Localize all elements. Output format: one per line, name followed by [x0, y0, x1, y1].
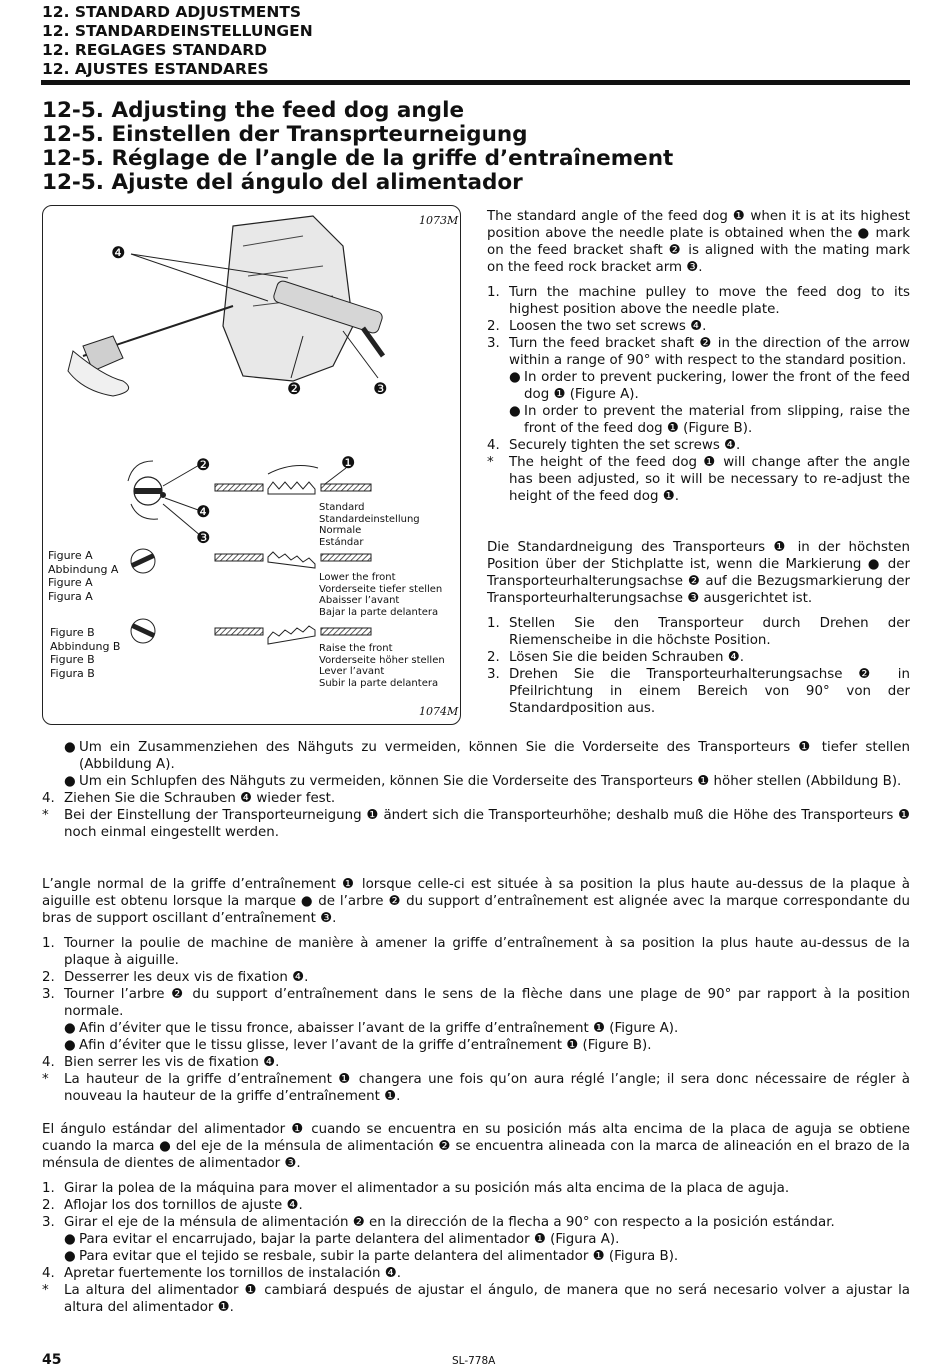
needle-plate-right-std: [321, 484, 371, 491]
note-marker: *: [42, 1283, 49, 1298]
step-text: Securely tighten the set screws ❹.: [509, 438, 741, 453]
step-text: Apretar fuertemente los tornillos de instalación ❹.: [64, 1266, 402, 1281]
figure-a-de: Abbindung A: [48, 562, 119, 576]
bullet-icon: ●: [64, 1021, 76, 1036]
section-title-fr: 12-5. Réglage de l’angle de la griffe d’entraînement: [42, 146, 674, 171]
step-text: Turn the machine pulley to move the feed dog to its highest position above the needle plate.: [509, 285, 910, 317]
dial-slot: [134, 488, 162, 494]
bullet-text: Para evitar que el tejido se resbale, subir la parte delantera del alimentador ❶ (Figura B).: [79, 1249, 679, 1264]
step-text: Girar el eje de la ménsula de alimentación ❷ en la dirección de la flecha a 90° con respecto a la posición estándar.: [64, 1215, 835, 1230]
step-number: 3.: [42, 987, 55, 1002]
bullet-icon: ●: [64, 1038, 76, 1053]
step-text: Lösen Sie die beiden Schrauben ❹.: [509, 650, 745, 665]
german-step-4: [42, 790, 910, 807]
chapter-title-es: 12. AJUSTES ESTANDARES: [42, 60, 269, 78]
french-section: [42, 876, 910, 1105]
step-number: 3.: [42, 1215, 55, 1230]
standard-labels: [319, 502, 420, 548]
standard-fr: Normale: [319, 525, 362, 536]
section-title-en: 12-5. Adjusting the feed dog angle: [42, 98, 465, 123]
step-text: Tourner la poulie de machine de manière à amener la griffe d’entraînement à sa position la plus haute au-dessus de la plaque à aiguille.: [64, 936, 910, 968]
figure-b-labels: [50, 626, 120, 680]
english-intro: The standard angle of the feed dog ❶ when it is at its highest position above the needle plate is obtained when the ● mark on the feed bracket shaft ❷ is aligned with the mating mark on the feed rock bracket arm ❸.: [487, 209, 910, 275]
french-bullet-2: [42, 1037, 910, 1054]
french-step-1: [42, 935, 910, 969]
spanish-step-2: [42, 1197, 910, 1214]
step-text: Bien serrer les vis de fixation ❹.: [64, 1055, 280, 1070]
lower-de: Vorderseite tiefer stellen: [319, 583, 443, 595]
note-text: The height of the feed dog ❶ will change after the angle has been adjusted, so it will be necessary to re-adjust the height of the feed dog ❶.: [509, 455, 910, 504]
note-text: La altura del alimentador ❶ cambiará después de ajustar el ángulo, de manera que no será necesario volver a ajustar la altura del alimentador ❶.: [64, 1283, 910, 1315]
german-intro: Die Standardneigung des Transporteurs ❶ in der höchsten Position über der Stichplatte ist, wenn die Markierung ● der Transporteurhalterungsachse ❷ auf die Bezugsmarkierung der Transporteurhalterungsachse ❸ ausgerichtet ist.: [487, 540, 910, 606]
figure-code-bottom: 1074M: [419, 705, 459, 718]
bullet-text: Afin d’éviter que le tissu glisse, lever l’avant de la griffe d’entraînement ❶ (Figure B).: [79, 1038, 652, 1053]
english-step-4: [487, 437, 910, 454]
note-marker: *: [42, 808, 49, 823]
step-number: 4.: [487, 438, 500, 453]
figure-b-de: Abbindung B: [50, 639, 121, 653]
spanish-bullet-2: [42, 1248, 910, 1265]
bullet-text: Afin d’éviter que le tissu fronce, abaisser l’avant de la griffe d’entraînement ❶ (Figure A).: [79, 1021, 679, 1036]
step-text: Loosen the two set screws ❹.: [509, 319, 707, 334]
callout-2-dial: ❷: [196, 455, 211, 474]
spanish-note: [42, 1282, 910, 1316]
callout-4-top: ❹: [111, 243, 126, 262]
bullet-icon: ●: [64, 740, 76, 755]
page-number: 45: [42, 1352, 62, 1368]
french-note: [42, 1071, 910, 1105]
step-text: Drehen Sie die Transporteurhalterungsachse ❷ in Pfeilrichtung in einem Bereich von 90° von der Standardposition aus.: [509, 667, 910, 716]
standard-es: Estándar: [319, 536, 364, 548]
figure-panel: [42, 205, 461, 725]
bullet-text: In order to prevent puckering, lower the front of the feed dog ❶ (Figure A).: [524, 370, 910, 402]
french-step-3: [42, 986, 910, 1020]
figure-a-labels: [48, 549, 118, 603]
german-section: [487, 539, 910, 717]
section-title-es: 12-5. Ajuste del ángulo del alimentador: [42, 170, 523, 195]
spanish-step-3: [42, 1214, 910, 1231]
step-number: 4.: [42, 791, 55, 806]
step-number: 2.: [487, 650, 500, 665]
model-number: SL-778A: [452, 1355, 496, 1367]
english-step-3: [487, 335, 910, 369]
figure-a-fr: Figure A: [48, 576, 93, 589]
raise-fr: Lever l’avant: [319, 666, 385, 677]
feed-dog-raised: [268, 626, 315, 644]
figure-b-fr: Figure B: [50, 653, 95, 666]
step-text: Turn the feed bracket shaft ❷ in the direction of the arrow within a range of 90° with respect to the standard position.: [509, 336, 910, 368]
needle-plate-left-std: [215, 484, 263, 491]
step-number: 2.: [42, 970, 55, 985]
callout-4-dial: ❹: [196, 502, 211, 521]
note-marker: *: [487, 455, 494, 470]
chapter-title-fr: 12. REGLAGES STANDARD: [42, 41, 268, 59]
raise-labels: [319, 643, 445, 689]
bullet-text: Um ein Schlupfen des Nähguts zu vermeiden, können Sie die Vorderseite des Transporteurs ❶ höher stellen (Abbildung B).: [79, 774, 902, 789]
step-number: 1.: [42, 936, 55, 951]
figure-b-es: Figura B: [50, 666, 95, 680]
step-text: Ziehen Sie die Schrauben ❹ wieder fest.: [64, 791, 336, 806]
chapter-title-en: 12. STANDARD ADJUSTMENTS: [42, 3, 302, 21]
figure-a-en: Figure A: [48, 549, 93, 562]
step-text: Stellen Sie den Transporteur durch Drehen der Riemenscheibe in die höchste Position.: [509, 616, 910, 648]
bullet-text: In order to prevent the material from slipping, raise the front of the feed dog ❶ (Figure B).: [524, 404, 910, 436]
german-continued: [42, 739, 910, 841]
german-note: [42, 807, 910, 841]
english-bullet-1: [487, 369, 910, 403]
step-text: Aflojar los dos tornillos de ajuste ❹.: [64, 1198, 303, 1213]
german-bullet-2: [42, 773, 910, 790]
callout-3-dial: ❸: [196, 528, 211, 547]
step-number: 4.: [42, 1266, 55, 1281]
step-number: 4.: [42, 1055, 55, 1070]
section-title-de: 12-5. Einstellen der Transprteurneigung: [42, 122, 528, 147]
dial-mark: [160, 492, 166, 498]
figure-code-top: 1073M: [419, 214, 459, 227]
french-bullet-1: [42, 1020, 910, 1037]
spanish-bullet-1: [42, 1231, 910, 1248]
bullet-icon: ●: [64, 1232, 76, 1247]
figure-a-es: Figura A: [48, 589, 93, 603]
note-text: La hauteur de la griffe d’entraînement ❶ changera une fois qu’on aura réglé l’angle; il sera donc nécessaire de régler à nouveau la hauteur de la griffe d’entraînement ❶.: [64, 1072, 910, 1104]
step-number: 1.: [42, 1181, 55, 1196]
lower-en: Lower the front: [319, 572, 396, 583]
needle-plate-left-a: [215, 554, 263, 561]
chapter-header: [42, 3, 313, 79]
feed-dog-standard: [268, 482, 315, 494]
callout-3-top: ❸: [373, 379, 388, 398]
lower-es: Bajar la parte delantera: [319, 606, 439, 618]
raise-en: Raise the front: [319, 643, 393, 654]
german-bullet-1: [42, 739, 910, 773]
feed-dog-lowered: [268, 552, 315, 568]
step-number: 1.: [487, 285, 500, 300]
needle-plate-left-b: [215, 628, 263, 635]
feed-arrow: [268, 466, 318, 474]
french-intro: L’angle normal de la griffe d’entraînement ❶ lorsque celle-ci est située à sa position la plus haute au-dessus de la plaque à aiguille est obtenu lorsque la marque ● de l’arbre ❷ du support d’entraînement est alignée avec la marque correspondante du bras de support oscillant d’entraînement ❸.: [42, 877, 910, 926]
french-step-2: [42, 969, 910, 986]
step-text: Girar la polea de la máquina para mover el alimentador a su posición más alta encima de la placa de aguja.: [64, 1181, 790, 1196]
bullet-icon: ●: [64, 774, 76, 789]
step-number: 3.: [487, 667, 500, 682]
step-number: 3.: [487, 336, 500, 351]
spanish-intro: El ángulo estándar del alimentador ❶ cuando se encuentra en su posición más alta encima de la placa de aguja se obtiene cuando la marca ● del eje de la ménsula de alimentación ❷ se encuentra alineada con la marca de alineación en el brazo de la ménsula de dientes de alimentador ❸.: [42, 1122, 910, 1171]
raise-es: Subir la parte delantera: [319, 677, 439, 689]
standard-en: Standard: [319, 502, 365, 513]
step-text: Desserrer les deux vis de fixation ❹.: [64, 970, 309, 985]
german-step-3: [487, 666, 910, 717]
chapter-title-de: 12. STANDARDEINSTELLUNGEN: [42, 22, 313, 40]
step-number: 2.: [487, 319, 500, 334]
callout-2-top: ❷: [287, 379, 302, 398]
bullet-icon: ●: [509, 404, 521, 419]
bullet-icon: ●: [509, 370, 521, 385]
english-step-2: [487, 318, 910, 335]
french-step-4: [42, 1054, 910, 1071]
english-section: [487, 208, 910, 505]
raise-de: Vorderseite höher stellen: [319, 654, 445, 666]
spanish-section: [42, 1121, 910, 1316]
needle-plate-right-b: [321, 628, 371, 635]
bullet-icon: ●: [64, 1249, 76, 1264]
step-text: Tourner l’arbre ❷ du support d’entraînement dans le sens de la flèche dans une plage de 90° par rapport à la position normale.: [64, 987, 910, 1019]
german-step-1: [487, 615, 910, 649]
english-bullet-2: [487, 403, 910, 437]
step-number: 1.: [487, 616, 500, 631]
spanish-step-4: [42, 1265, 910, 1282]
header-rule: [41, 80, 910, 85]
note-text: Bei der Einstellung der Transporteurneigung ❶ ändert sich die Transporteurhöhe; deshalb muß die Höhe des Transporteurs ❶ noch einmal eingestellt werden.: [64, 808, 910, 840]
german-step-2: [487, 649, 910, 666]
spanish-step-1: [42, 1180, 910, 1197]
english-step-1: [487, 284, 910, 318]
standard-de: Standardeinstellung: [319, 513, 420, 525]
lower-labels: [319, 572, 442, 618]
callout-1: ❶: [341, 453, 356, 472]
figure-b-en: Figure B: [50, 626, 95, 639]
note-marker: *: [42, 1072, 49, 1087]
dial-arrow-lower: [131, 504, 158, 519]
section-titles: [42, 99, 673, 195]
lower-fr: Abaisser l’avant: [319, 595, 400, 606]
step-number: 2.: [42, 1198, 55, 1213]
bullet-text: Para evitar el encarrujado, bajar la parte delantera del alimentador ❶ (Figura A).: [79, 1232, 620, 1247]
bullet-text: Um ein Zusammenziehen des Nähguts zu vermeiden, können Sie die Vorderseite des Transporteurs ❶ tiefer stellen (Abbildung A).: [79, 740, 910, 772]
english-note: [487, 454, 910, 505]
needle-plate-right-a: [321, 554, 371, 561]
